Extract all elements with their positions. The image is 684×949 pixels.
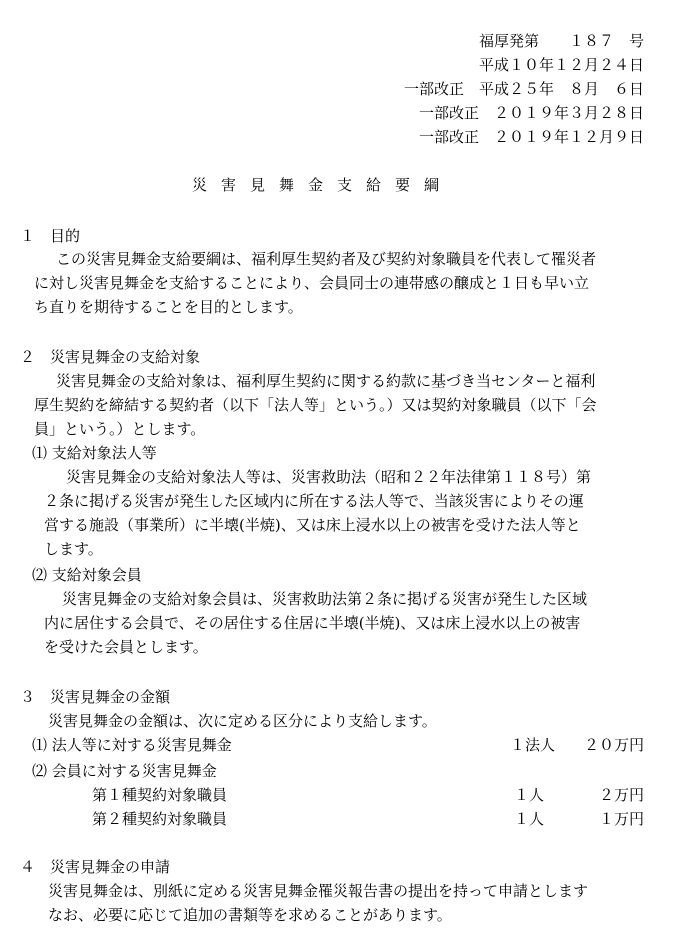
subsection-2-2-body-line: 内に居住する会員で、その居住する住居に半壊(半焼)、又は床上浸水以上の被害 [44,614,581,632]
subsection-2-2-heading: ⑵ 支給対象会員 [32,566,142,584]
section-1-body-line: ち直りを期待することを目的とします。 [34,298,303,316]
section-1-heading: １ 目的 [20,227,81,245]
subsection-2-2-body-line: 災害見舞金の支給対象会員は、災害救助法第２条に掲げる災害が発生した区域 [62,590,588,608]
section-4-heading: ４ 災害見舞金の申請 [20,858,171,876]
type-2-amount: １万円 [598,810,644,828]
type-1-label: 第１種契約対象職員 [92,786,228,804]
subsection-2-1-body-line: 営する施設（事業所）に半壊(半焼)、又は床上浸水以上の被害を受けた法人等と [44,516,581,534]
section-3-heading: ３ 災害見舞金の金額 [20,688,171,706]
amount-item-2-label: ⑵ 会員に対する災害見舞金 [32,762,217,780]
document-number: 福厚発第 １８７ 号 [478,32,644,50]
type-2-label: 第２種契約対象職員 [92,810,228,828]
section-2-body-line: 厚生契約を締結する契約者（以下「法人等」という。）又は契約対象職員（以下「会 [34,396,597,414]
revision-2: 一部改正 ２０１９年３月２８日 [418,104,644,122]
revision-3: 一部改正 ２０１９年１２月９日 [418,128,644,146]
section-2-body-line: 員」という。）とします。 [34,420,206,438]
amount-item-1-label: ⑴ 法人等に対する災害見舞金 [32,736,232,754]
revision-1: 一部改正 平成２５年 ８月 ６日 [403,80,644,98]
section-3-intro: 災害見舞金の金額は、次に定める区分により支給します。 [48,712,437,730]
subsection-2-2-body-line: を受けた会員とします。 [44,638,208,656]
subsection-2-1-body-line: ２条に掲げる災害が発生した区域内に所在する法人等で、当該災害によりその運 [44,492,584,510]
section-1-body-line: に対し災害見舞金を支給することにより、会員同士の連帯感の醸成と１日も早い立 [34,274,590,292]
document-title: 災害見舞金支給要綱 [192,176,454,194]
section-4-body-line: 災害見舞金は、別紙に定める災害見舞金罹災報告書の提出を持って申請とします [48,882,589,900]
section-2-body-line: 災害見舞金の支給対象は、福利厚生契約に関する約款に基づき当センターと福利 [56,372,596,390]
type-1-amount: ２万円 [598,786,644,804]
issue-date: 平成１０年１２月２４日 [478,56,644,74]
type-2-unit: １人 [514,810,545,828]
section-2-heading: ２ 災害見舞金の支給対象 [20,348,201,366]
section-1-body-line: この災害見舞金支給要綱は、福利厚生契約者及び契約対象職員を代表して罹災者 [56,250,597,268]
subsection-2-1-body-line: します。 [44,540,103,558]
subsection-2-1-heading: ⑴ 支給対象法人等 [32,444,157,462]
subsection-2-1-body-line: 災害見舞金の支給対象法人等は、災害救助法（昭和２２年法律第１１８号）第 [66,468,592,486]
amount-item-1-amount: ２０万円 [583,736,644,754]
type-1-unit: １人 [514,786,545,804]
section-4-body-line: なお、必要に応じて追加の書類等を求めることがあります。 [48,906,452,924]
amount-item-1-unit: １法人 [510,736,556,754]
